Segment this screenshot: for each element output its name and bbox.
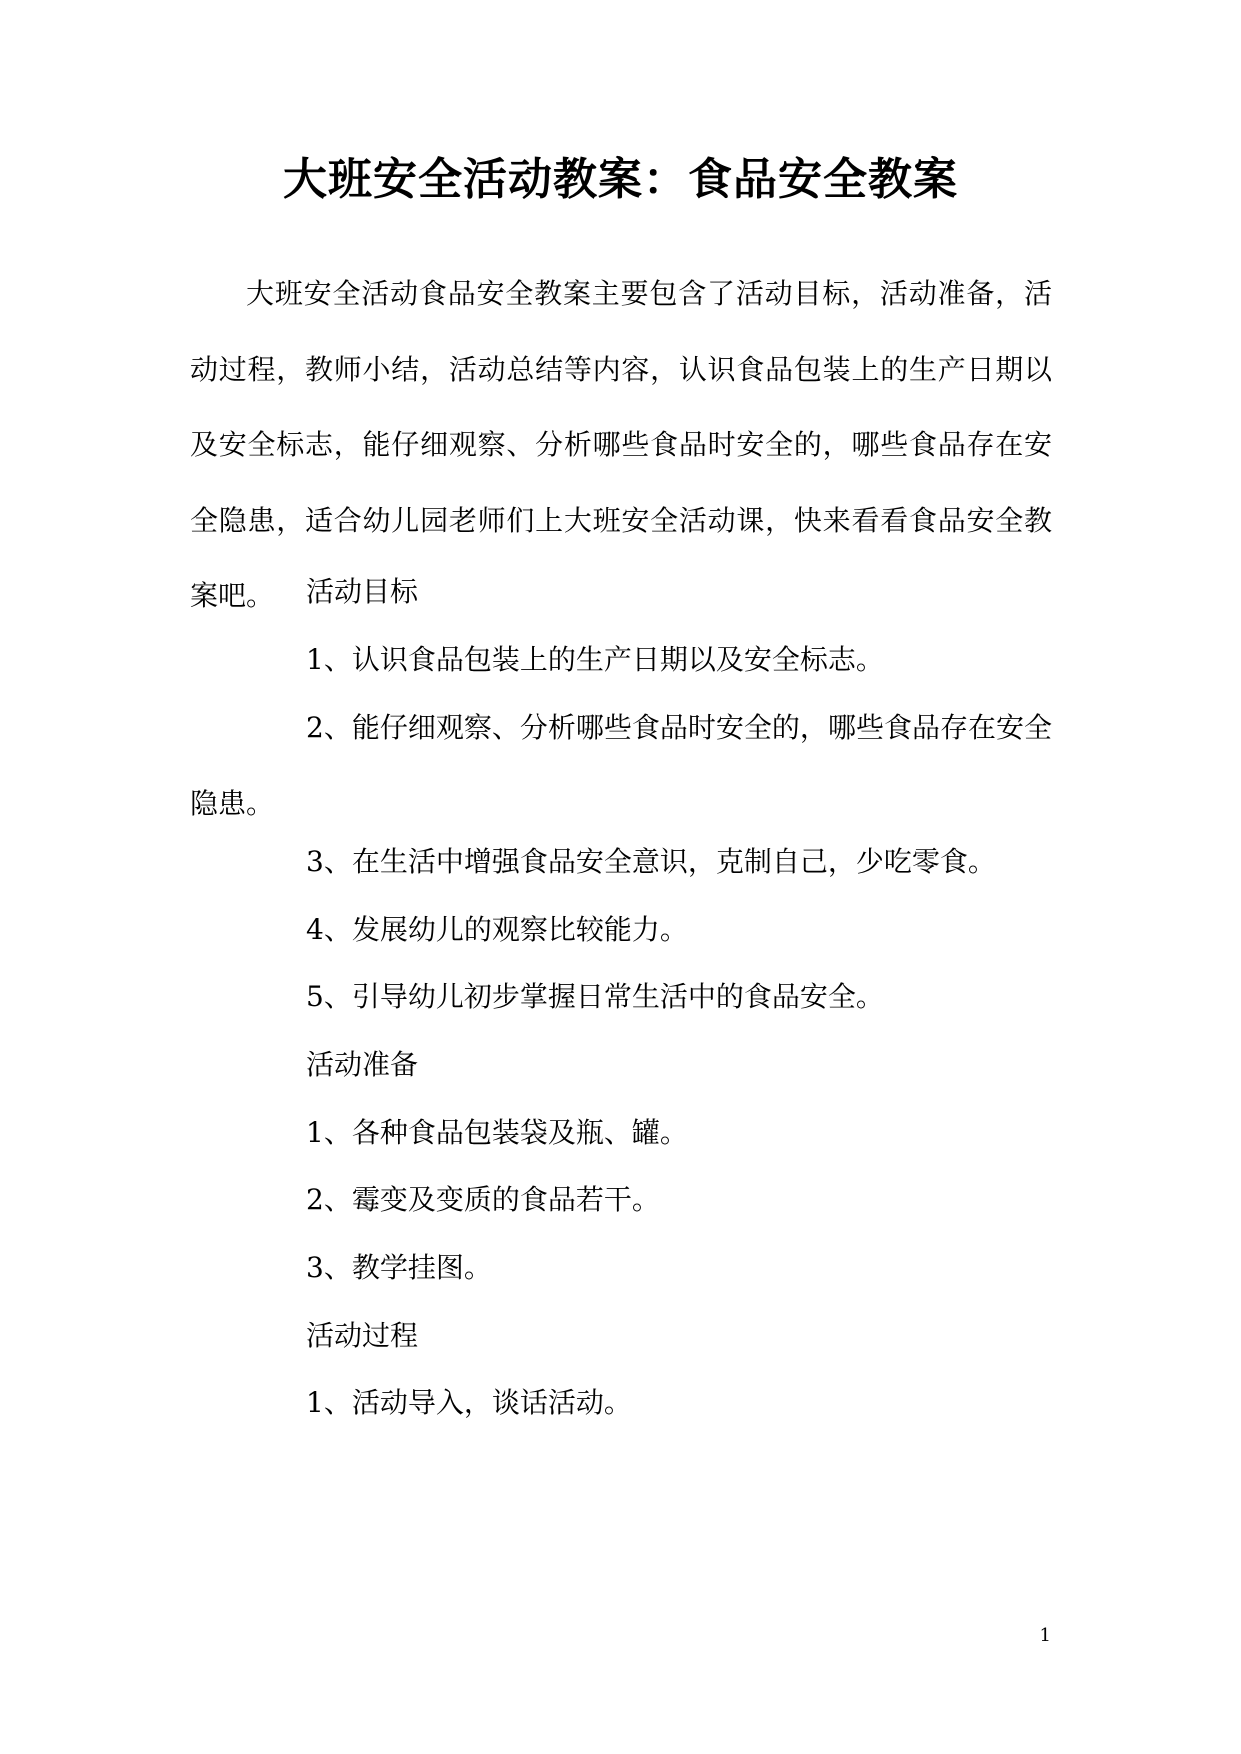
prep-item-2: 2、霉变及变质的食品若干。 (306, 1183, 660, 1216)
goal-item-3: 3、在生活中增强食品安全意识，克制自己，少吃零食。 (306, 845, 996, 878)
page-number: 1 (1039, 1625, 1051, 1646)
process-heading: 活动过程 (306, 1319, 419, 1352)
prep-heading: 活动准备 (306, 1048, 419, 1081)
goal-item-4: 4、发展幼儿的观察比较能力。 (306, 913, 688, 946)
prep-item-1: 1、各种食品包装袋及瓶、罐。 (306, 1116, 688, 1149)
intro-paragraph: 大班安全活动食品安全教案主要包含了活动目标，活动准备，活动过程，教师小结，活动总结等内容，认识食品包装上的生产日期以及安全标志，能仔细观察、分析哪些食品时安全的，哪些食品存在安全隐患，适合幼儿园老师们上大班安全活动课，快来看看食品安全教案吧。 (190, 277, 1052, 612)
goal-item-5: 5、引导幼儿初步掌握日常生活中的食品安全。 (306, 980, 884, 1013)
process-item-1: 1、活动导入，谈话活动。 (306, 1386, 632, 1419)
goals-heading: 活动目标 (306, 575, 419, 608)
goal-item-2: 2、能仔细观察、分析哪些食品时安全的，哪些食品存在安全隐患。 (190, 711, 1052, 820)
document-title: 大班安全活动教案：食品安全教案 (283, 154, 958, 205)
goal-item-1: 1、认识食品包装上的生产日期以及安全标志。 (306, 643, 884, 676)
prep-item-3: 3、教学挂图。 (306, 1251, 492, 1284)
